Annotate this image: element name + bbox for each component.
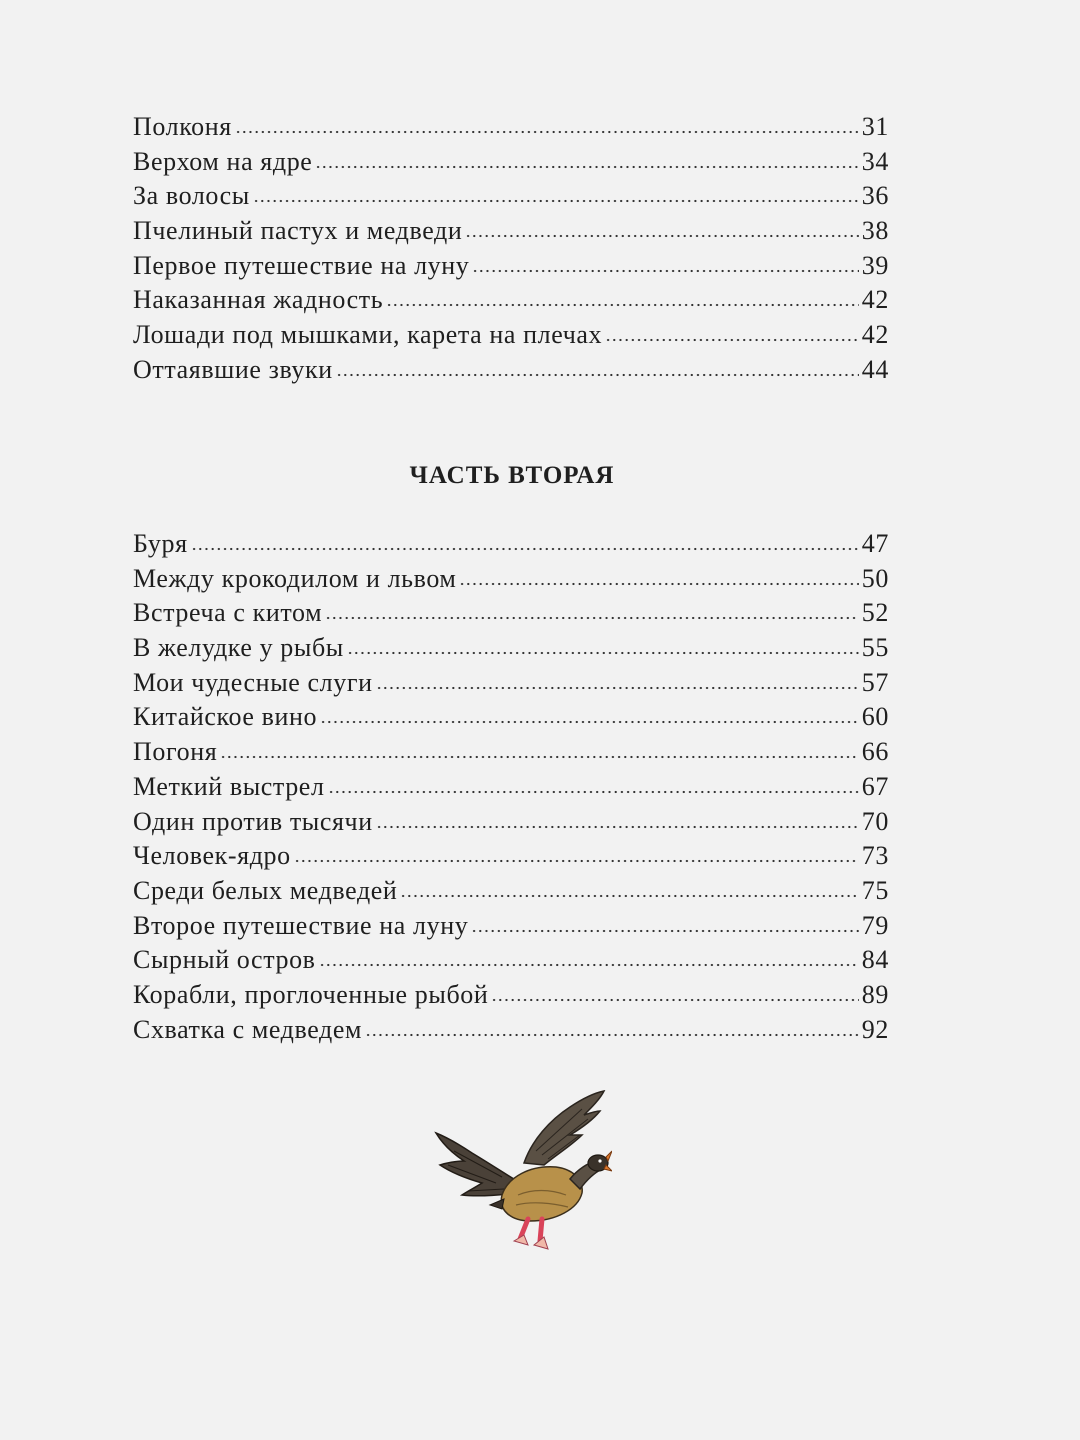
dot-leader <box>220 755 859 759</box>
dot-leader <box>325 616 859 620</box>
toc-entry-title: Верхом на ядре <box>133 146 313 176</box>
toc-entry-title: Второе путешествие на луну <box>133 910 469 940</box>
dot-leader <box>605 338 859 342</box>
dot-leader <box>376 686 859 690</box>
toc-entry-page: 50 <box>861 563 889 593</box>
toc-entry <box>133 527 889 562</box>
toc-entry-page: 52 <box>861 598 889 628</box>
toc-entry <box>133 596 889 631</box>
toc-entry <box>133 666 889 701</box>
toc-entry-page: 57 <box>861 667 889 697</box>
dot-leader <box>191 547 859 551</box>
toc-entry-title: Встреча с китом <box>133 598 323 628</box>
toc-entry <box>133 770 889 805</box>
toc-entry-title: За волосы <box>133 181 250 211</box>
toc-entry-page: 75 <box>861 875 889 905</box>
toc-entry-page: 89 <box>861 979 889 1009</box>
toc-entry-title: Оттаявшие звуки <box>133 354 333 384</box>
toc-entry-title: Сырный остров <box>133 945 316 975</box>
dot-leader <box>400 894 858 898</box>
toc-entry-page: 44 <box>861 354 889 384</box>
dot-leader <box>347 651 859 655</box>
dot-leader <box>235 130 859 134</box>
toc-entry <box>133 839 889 874</box>
dot-leader <box>328 790 859 794</box>
toc-entry <box>133 805 889 840</box>
toc-entry-page: 70 <box>861 806 889 836</box>
dot-leader <box>336 373 859 377</box>
toc-entry-page: 55 <box>861 633 889 663</box>
dot-leader <box>376 825 859 829</box>
flying-goose-illustration <box>432 1085 612 1275</box>
toc-entry <box>133 978 889 1013</box>
toc-entry-page: 31 <box>861 112 889 141</box>
toc-entry-page: 73 <box>861 841 889 871</box>
toc-entry-title: Меткий выстрел <box>133 771 325 801</box>
toc-part-one <box>133 110 889 388</box>
dot-leader <box>459 582 858 586</box>
dot-leader <box>491 998 858 1002</box>
toc-entry-page: 67 <box>861 771 889 801</box>
toc-entry-page: 36 <box>861 181 889 211</box>
toc-entry-title: Буря <box>133 529 188 558</box>
dot-leader <box>294 859 859 863</box>
dot-leader <box>320 720 859 724</box>
toc-entry-title: Лошади под мышками, карета на плечах <box>133 320 603 350</box>
toc-entry-title: Наказанная жадность <box>133 285 384 315</box>
toc-entry-title: Первое путешествие на луну <box>133 250 470 280</box>
dot-leader <box>465 234 858 238</box>
toc-entry-page: 84 <box>861 945 889 975</box>
toc-part-two <box>133 527 889 1047</box>
toc-entry-title: Человек-ядро <box>133 841 291 871</box>
toc-entry-page: 92 <box>861 1014 889 1044</box>
toc-entry <box>133 909 889 944</box>
toc-entry <box>133 353 889 388</box>
toc-entry <box>133 249 889 284</box>
toc-entry-page: 66 <box>861 737 889 767</box>
toc-entry-title: Полконя <box>133 112 232 141</box>
toc-entry-page: 38 <box>861 216 889 246</box>
toc-entry-title: Погоня <box>133 737 218 767</box>
toc-entry <box>133 318 889 353</box>
dot-leader <box>319 963 859 967</box>
toc-entry-title: Среди белых медведей <box>133 875 398 905</box>
toc-entry <box>133 943 889 978</box>
toc-entry <box>133 874 889 909</box>
toc-entry-title: Китайское вино <box>133 702 318 732</box>
dot-leader <box>365 1033 859 1037</box>
toc-entry <box>133 110 889 145</box>
toc-entry-title: Мои чудесные слуги <box>133 667 373 697</box>
toc-entry <box>133 145 889 180</box>
toc-entry <box>133 735 889 770</box>
toc-entry-page: 34 <box>861 146 889 176</box>
dot-leader <box>253 199 859 203</box>
toc-entry-page: 47 <box>861 529 889 558</box>
toc-entry <box>133 700 889 735</box>
dot-leader <box>315 165 858 169</box>
toc-entry-page: 39 <box>861 250 889 280</box>
toc-entry-title: Пчелиный пастух и медведи <box>133 216 463 246</box>
toc-entry <box>133 562 889 597</box>
toc-entry <box>133 214 889 249</box>
toc-entry-page: 42 <box>861 285 889 315</box>
toc-entry-page: 79 <box>861 910 889 940</box>
dot-leader <box>471 929 858 933</box>
toc-entry-title: Схватка с медведем <box>133 1014 363 1044</box>
toc-entry-title: В желудке у рыбы <box>133 633 344 663</box>
toc-entry <box>133 179 889 214</box>
toc-entry-title: Между крокодилом и львом <box>133 563 457 593</box>
dot-leader <box>472 269 858 273</box>
toc-entry-title: Один против тысячи <box>133 806 373 836</box>
toc-entry <box>133 283 889 318</box>
part-two-heading: ЧАСТЬ ВТОРАЯ <box>409 462 615 489</box>
dot-leader <box>386 303 859 307</box>
toc-entry <box>133 631 889 666</box>
toc-entry-page: 42 <box>861 320 889 350</box>
toc-entry <box>133 1013 889 1048</box>
toc-entry-page: 60 <box>861 702 889 732</box>
toc-entry-title: Корабли, проглоченные рыбой <box>133 979 489 1009</box>
